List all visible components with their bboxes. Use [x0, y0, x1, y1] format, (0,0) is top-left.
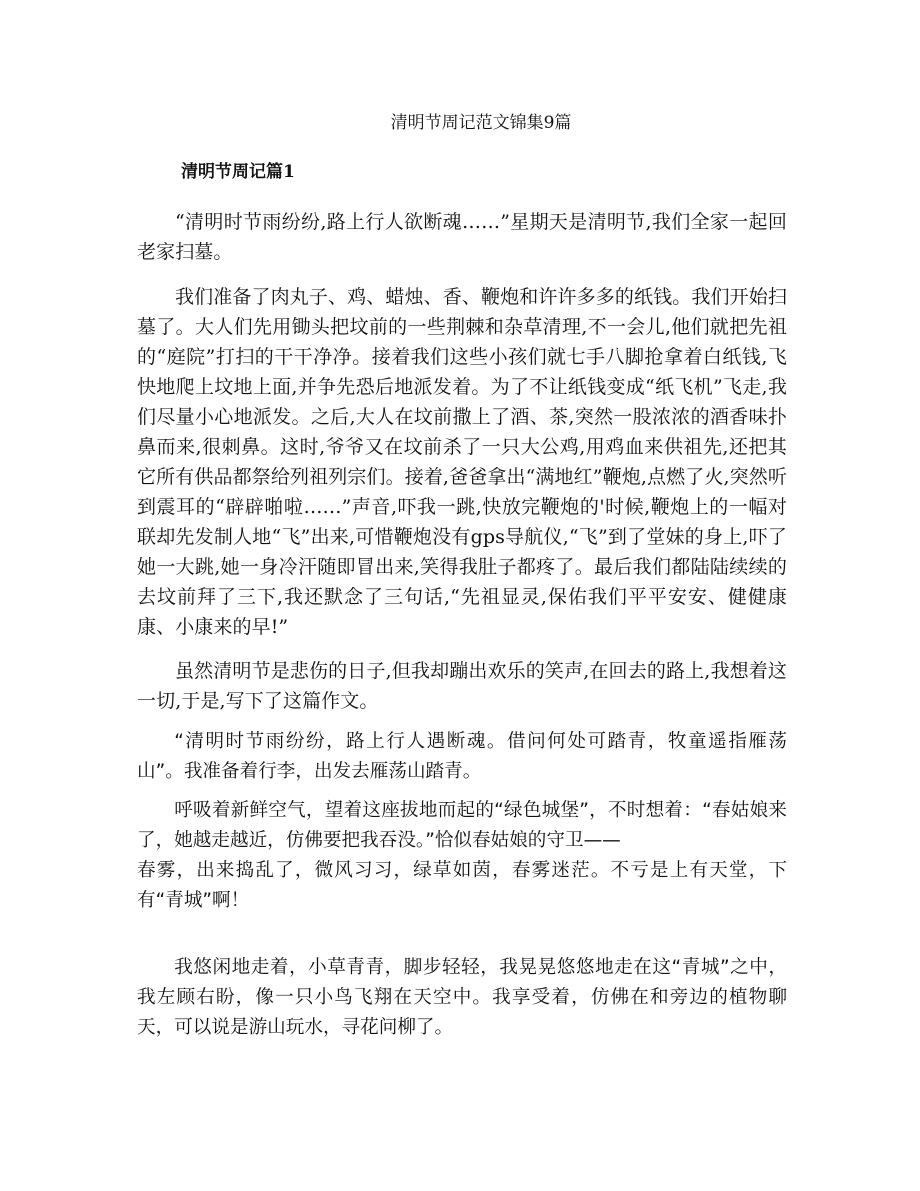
- paragraph-6: 我悠闲地走着，小草青青，脚步轻轻，我晃晃悠悠地走在这“青城”之中，我左顾右盼，像一只小鸟飞翔在天空中。我享受着，仿佛在和旁边的植物聊天，可以说是游山玩水，寻花问柳了。: [137, 957, 787, 1038]
- paragraph-2-block: [137, 282, 787, 642]
- paragraph-4: “清明时节雨纷纷，路上行人遇断魂。借问何处可踏青，牧童遥指雁荡山”。我准备着行李，出发去雁荡山踏青。: [137, 731, 787, 782]
- paragraph-3-block: [137, 656, 787, 716]
- paragraph-1: “清明时节雨纷纷,路上行人欲断魂……”星期天是清明节,我们全家一起回老家扫墓。: [137, 211, 787, 263]
- paragraph-5-part-2: 春雾，出来捣乱了，微风习习，绿草如茵，春雾迷茫。不亏是上有天堂，下有“青城”啊！: [137, 860, 787, 911]
- section-heading: 清明节周记篇1: [181, 162, 295, 182]
- paragraph-4-block: [137, 727, 787, 787]
- paragraph-2: 我们准备了肉丸子、鸡、蜡烛、香、鞭炮和许许多多的纸钱。我们开始扫墓了。大人们先用锄头把坟前的一些荆棘和杂草清理,不一会儿,他们就把先祖的“庭院”打扫的干干净净。接着我们这些小孩们就七手八脚抢拿着白纸钱,飞快地爬上坟地上面,并争先恐后地派发着。为了不让纸钱变成“纸飞机”飞走,我们尽量小心地派发。之后,大人在坟前撒上了酒、茶,突然一股浓浓的酒香味扑鼻而来,很刺鼻。这时,爷爷又在坟前杀了一只大公鸡,用鸡血来供祖先,还把其它所有供品都祭给列祖列宗们。接着,爸爸拿出“满地红”鞭炮,点燃了火,突然听到震耳的“辟辟啪啦……”声音,吓我一跳,快放完鞭炮的'时候,鞭炮上的一幅对联却先发制人地“飞”出来,可惜鞭炮没有gps导航仪,“飞”到了堂妹的身上,吓了她一大跳,她一身冷汗随即冒出来,笑得我肚子都疼了。最后我们都陆陆续续的去坟前拜了三下,我还默念了三句话,“先祖显灵,保佑我们平平安安、健健康康、小康来的早!”: [137, 286, 787, 638]
- paragraph-6-block: [137, 953, 787, 1043]
- paragraph-3: 虽然清明节是悲伤的日子,但我却蹦出欢乐的笑声,在回去的路上,我想着这一切,于是,写下了这篇作文。: [137, 660, 787, 712]
- paragraph-5-block: [137, 796, 787, 916]
- paragraph-5-part-1: 呼吸着新鲜空气，望着这座拔地而起的“绿色城堡”，不时想着：“春姑娘来了，她越走越近，仿佛要把我吞没。”恰似春姑娘的守卫——: [137, 800, 787, 851]
- paragraph-1-block: [137, 207, 787, 267]
- document-title: 清明节周记范文锦集9篇: [390, 113, 572, 133]
